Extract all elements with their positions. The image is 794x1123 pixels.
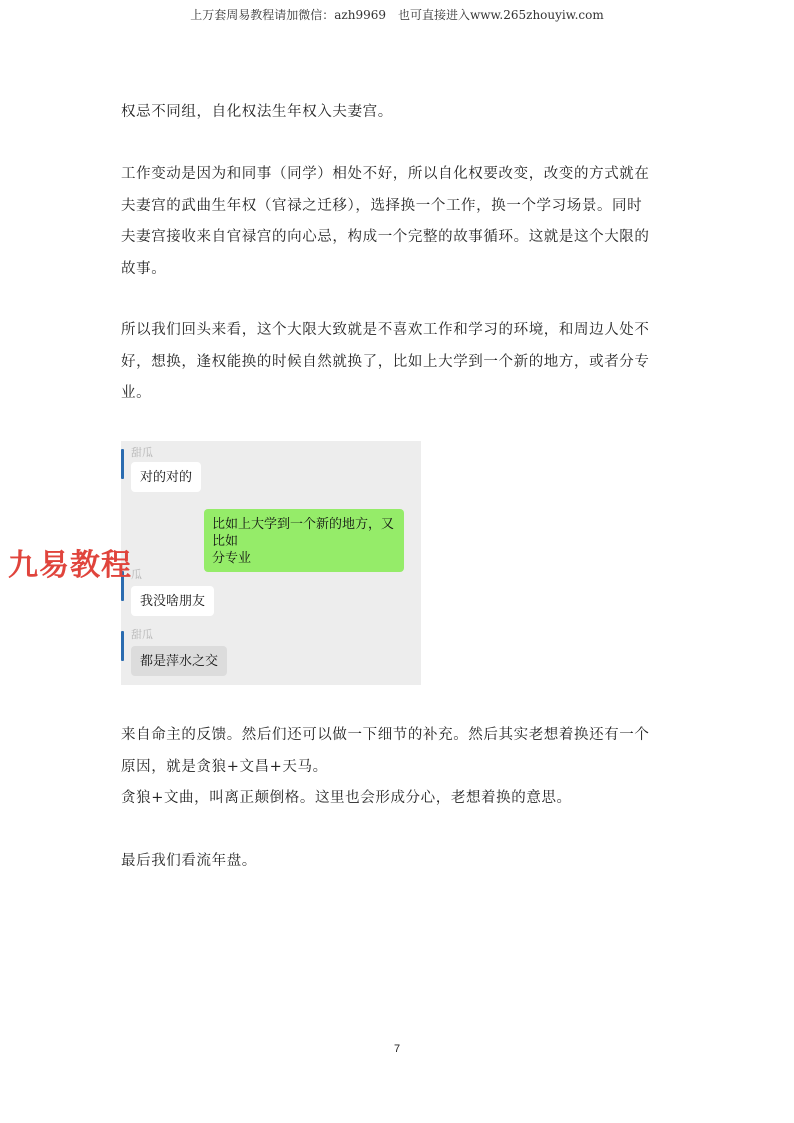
text-line: 故事。	[121, 260, 167, 277]
chat-nickname: 甜瓜	[131, 629, 153, 641]
paragraph-1	[121, 97, 676, 129]
text-line: 原因，就是贪狼+文昌+天马。	[121, 758, 328, 775]
page-number: 7	[393, 1043, 401, 1055]
chat-bubble-received: 对的对的	[131, 462, 201, 492]
avatar-edge	[121, 631, 124, 661]
chat-bubble-received: 我没啥朋友	[131, 586, 214, 616]
chat-bubble-line: 分专业	[212, 550, 252, 565]
text-line: 权忌不同组，自化权法生年权入夫妻宫。	[121, 104, 393, 120]
text-line: 贪狼+文曲，叫离正颠倒格。这里也会形成分心，老想着换的意思。	[121, 790, 572, 806]
text-line: 工作变动是因为和同事（同学）相处不好，所以自化权要改变，改变的方式就在	[121, 166, 650, 182]
text-line: 夫妻宫的武曲生年权（官禄之迁移），选择换一个工作，换一个学习场景。同时	[121, 197, 643, 214]
text-line: 所以我们回头来看，这个大限大致就是不喜欢工作和学习的环境，和周边人处不	[121, 322, 650, 338]
chat-screenshot	[121, 441, 421, 685]
chat-bubble-line: 比如上大学到一个新的地方，又比如	[212, 516, 395, 548]
paragraph-4	[121, 720, 676, 815]
text-line: 好，想换，逢权能换的时候自然就换了，比如上大学到一个新的地方，或者分专	[121, 353, 650, 370]
watermark-logo: 九易教程	[8, 548, 132, 583]
chat-nickname: 甜瓜	[131, 447, 153, 459]
text-line: 来自命主的反馈。然后们还可以做一下细节的补充。然后其实老想着换还有一个	[121, 727, 650, 743]
text-line: 夫妻宫接收来自官禄宫的向心忌，构成一个完整的故事循环。这就是这个大限的	[121, 229, 650, 245]
chat-bubble-received: 都是萍水之交	[131, 646, 227, 676]
text-line: 最后我们看流年盘。	[121, 853, 257, 869]
text-line: 业。	[121, 385, 152, 401]
page-header: 上万套周易教程请加微信：azh9969 也可直接进入www.265zhouyiw.com	[190, 8, 604, 22]
paragraph-2	[121, 159, 676, 285]
chat-nickname: 瓜	[131, 569, 142, 581]
paragraph-3	[121, 315, 676, 410]
avatar-edge	[121, 449, 124, 479]
chat-bubble-sent	[204, 509, 404, 572]
paragraph-5	[121, 846, 676, 878]
